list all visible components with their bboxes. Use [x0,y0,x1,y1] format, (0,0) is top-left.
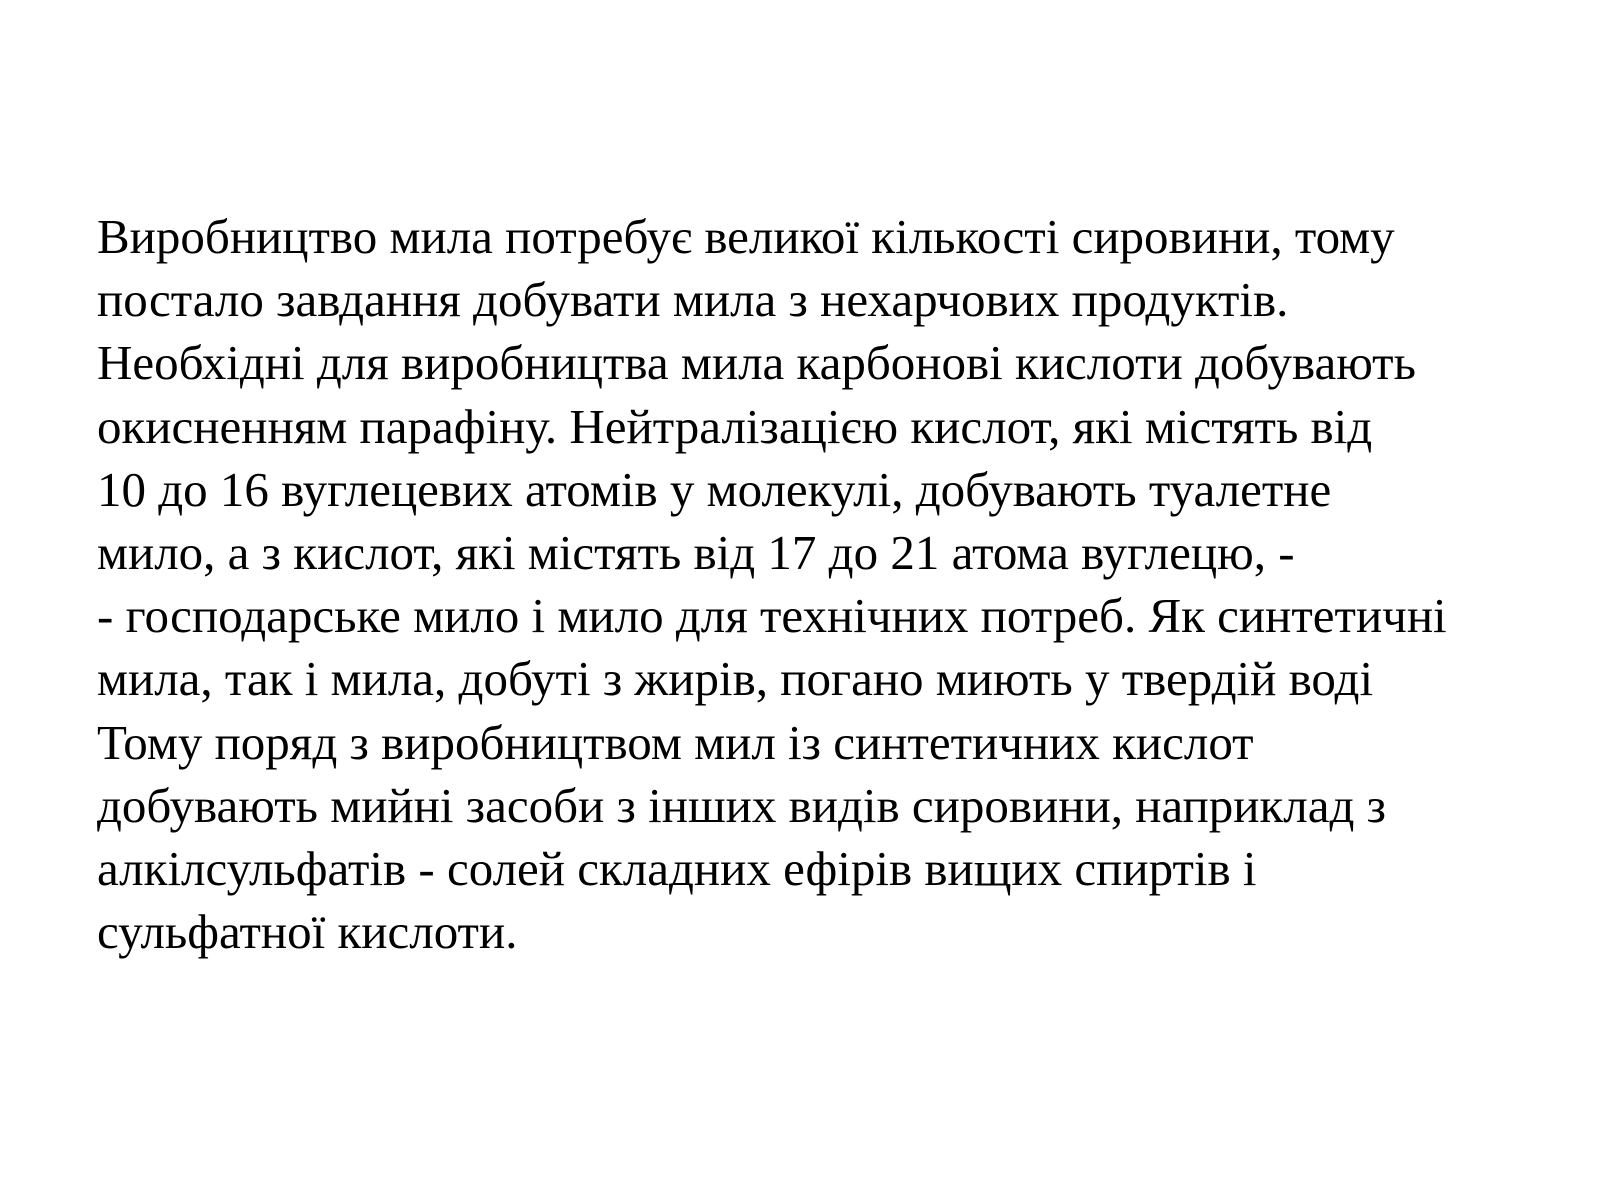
text-line: добувають мийні засоби з інших видів сировини, наприклад з [97,777,1387,833]
text-line: алкілсульфатів - солей складних ефірів вищих спиртів і [97,841,1257,897]
text-line: сульфатної кислоти. [97,904,518,960]
text-line: постало завдання добувати мила з нехарчових продуктів. [97,272,1289,328]
text-line: Виробництво мила потребує великої кількості сировини, тому [97,209,1395,264]
text-line: Необхідні для виробництва мила карбонові кислоти добувають [97,335,1416,391]
text-line: окисненням парафіну. Нейтралізацією кислот, які містять від [97,398,1373,454]
body-text [97,205,1557,963]
text-line: Тому поряд з виробництвом мил із синтетичних кислот [97,714,1254,770]
text-line: мило, а з кислот, які містять від 17 до 21 атома вуглецю, - [97,525,1295,581]
text-line: мила, так і мила, добуті з жирів, погано миють у твердій воді [97,651,1374,707]
text-line: 10 до 16 вуглецевих атомів у молекулі, добувають туалетне [97,461,1332,517]
text-line: - господарське мило і мило для технічних потреб. Як синтетичні [97,588,1447,644]
